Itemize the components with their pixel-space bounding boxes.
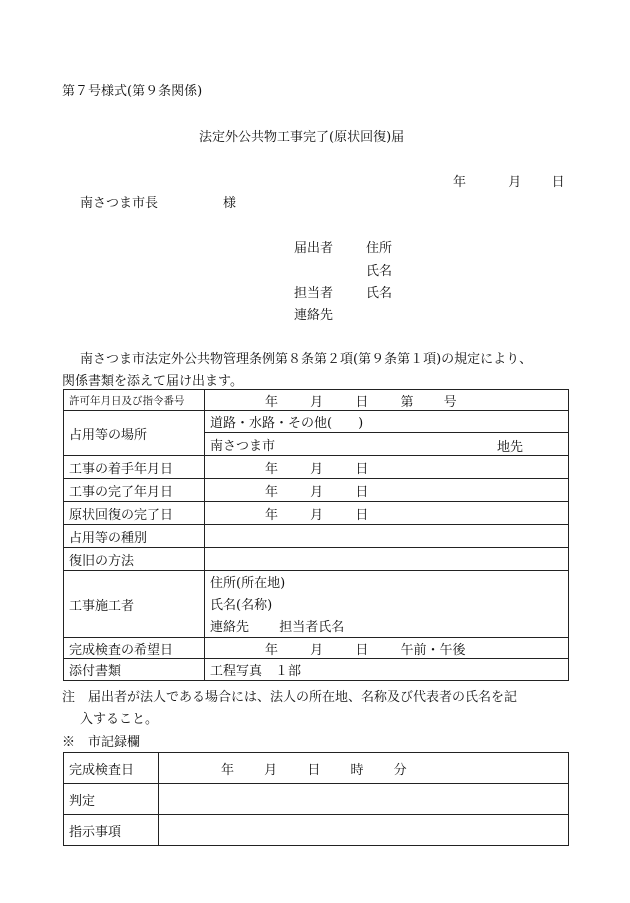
attachments-value: 工程写真 １部 [205, 659, 569, 681]
note-line1: 注 届出者が法人である場合には、法人の所在地、名称及び代表者の氏名を記 [62, 690, 518, 705]
record-day: 日 [307, 762, 321, 778]
restore-date-value [205, 502, 569, 525]
method-value [205, 548, 569, 571]
location-label: 占用等の場所 [64, 411, 205, 456]
table-row [64, 390, 569, 411]
table-row [64, 456, 569, 479]
judgment-label: 判定 [64, 784, 159, 815]
inspection-day: 日 [355, 642, 369, 658]
table-row [64, 502, 569, 525]
complete-month: 月 [310, 484, 324, 500]
contractor-address: 住所(所在地) [205, 571, 569, 593]
contractor-label: 工事施工者 [64, 571, 205, 638]
start-day: 日 [355, 461, 369, 477]
body-text-line2: 関係書類を添えて届け出ます。 [62, 374, 243, 389]
contact-person-label: 担当者 [294, 286, 334, 301]
contact-label: 連絡先 [294, 308, 334, 323]
permit-day: 日 [355, 394, 369, 410]
inspection-year: 年 [265, 642, 279, 658]
contractor-person: 担当者氏名 [279, 620, 345, 636]
date-day: 日 [551, 175, 565, 190]
body-text-line1: 南さつま市法定外公共物管理条例第８条第２項(第９条第１項)の規定により、 [80, 352, 533, 367]
restore-date-label: 原状回復の完了日 [64, 502, 205, 525]
city-record-table [63, 752, 569, 846]
complete-date-label: 工事の完了年月日 [64, 479, 205, 502]
location-city-cell [205, 433, 569, 456]
applicant-address-label: 住所 [366, 241, 393, 256]
type-value [205, 525, 569, 548]
contractor-name: 氏名(名称) [205, 593, 569, 615]
applicant-label: 届出者 [294, 241, 334, 256]
table-row [64, 548, 569, 571]
instructions-value [159, 815, 569, 846]
permit-month: 月 [310, 394, 324, 410]
completion-table [63, 389, 569, 681]
complete-year: 年 [265, 484, 279, 500]
table-row [64, 638, 569, 659]
note-line2: 入すること。 [80, 712, 159, 727]
record-minute: 分 [393, 762, 407, 778]
date-month: 月 [508, 175, 522, 190]
instructions-label: 指示事項 [64, 815, 159, 846]
page-title: 法定外公共物工事完了(原状回復)届 [199, 130, 405, 145]
start-month: 月 [310, 461, 324, 477]
inspection-ampm: 午前・午後 [400, 642, 466, 658]
permit-dai: 第 [400, 394, 414, 410]
table-row [64, 479, 569, 502]
complete-date-value [205, 479, 569, 502]
location-suffix: 地先 [497, 440, 524, 455]
form-number: 第７号様式(第９条関係) [62, 84, 203, 99]
permit-go: 号 [443, 394, 457, 410]
start-year: 年 [265, 461, 279, 477]
table-row [64, 411, 569, 433]
table-row [64, 784, 569, 815]
permit-value [205, 390, 569, 411]
inspection-date-value [159, 753, 569, 784]
table-row [64, 571, 569, 593]
restore-year: 年 [265, 507, 279, 523]
record-hour: 時 [350, 762, 364, 778]
record-year: 年 [221, 762, 235, 778]
contractor-contact-cell [205, 615, 569, 638]
restore-month: 月 [310, 507, 324, 523]
method-label: 復旧の方法 [64, 548, 205, 571]
complete-day: 日 [355, 484, 369, 500]
inspection-label: 完成検査の希望日 [64, 638, 205, 659]
permit-year: 年 [265, 394, 279, 410]
record-month: 月 [264, 762, 278, 778]
date-year: 年 [453, 175, 467, 190]
addressee-honorific: 様 [223, 196, 237, 211]
permit-label: 許可年月日及び指令番号 [64, 390, 205, 411]
contact-person-name-label: 氏名 [366, 286, 393, 301]
inspection-month: 月 [310, 642, 324, 658]
attachments-label: 添付書類 [64, 659, 205, 681]
location-city: 南さつま市 [210, 438, 276, 454]
location-type: 道路・水路・その他( ) [205, 411, 569, 433]
restore-day: 日 [355, 507, 369, 523]
table-row [64, 659, 569, 681]
contractor-contact: 連絡先 [210, 620, 250, 636]
type-label: 占用等の種別 [64, 525, 205, 548]
start-date-label: 工事の着手年月日 [64, 456, 205, 479]
table-row [64, 525, 569, 548]
judgment-value [159, 784, 569, 815]
table-row [64, 815, 569, 846]
city-record-heading: ※ 市記録欄 [62, 735, 141, 750]
table-row [64, 753, 569, 784]
inspection-value [205, 638, 569, 659]
inspection-date-label: 完成検査日 [64, 753, 159, 784]
applicant-name-label: 氏名 [366, 264, 393, 279]
date-line [453, 171, 565, 190]
start-date-value [205, 456, 569, 479]
addressee-name: 南さつま市長 [80, 196, 159, 211]
